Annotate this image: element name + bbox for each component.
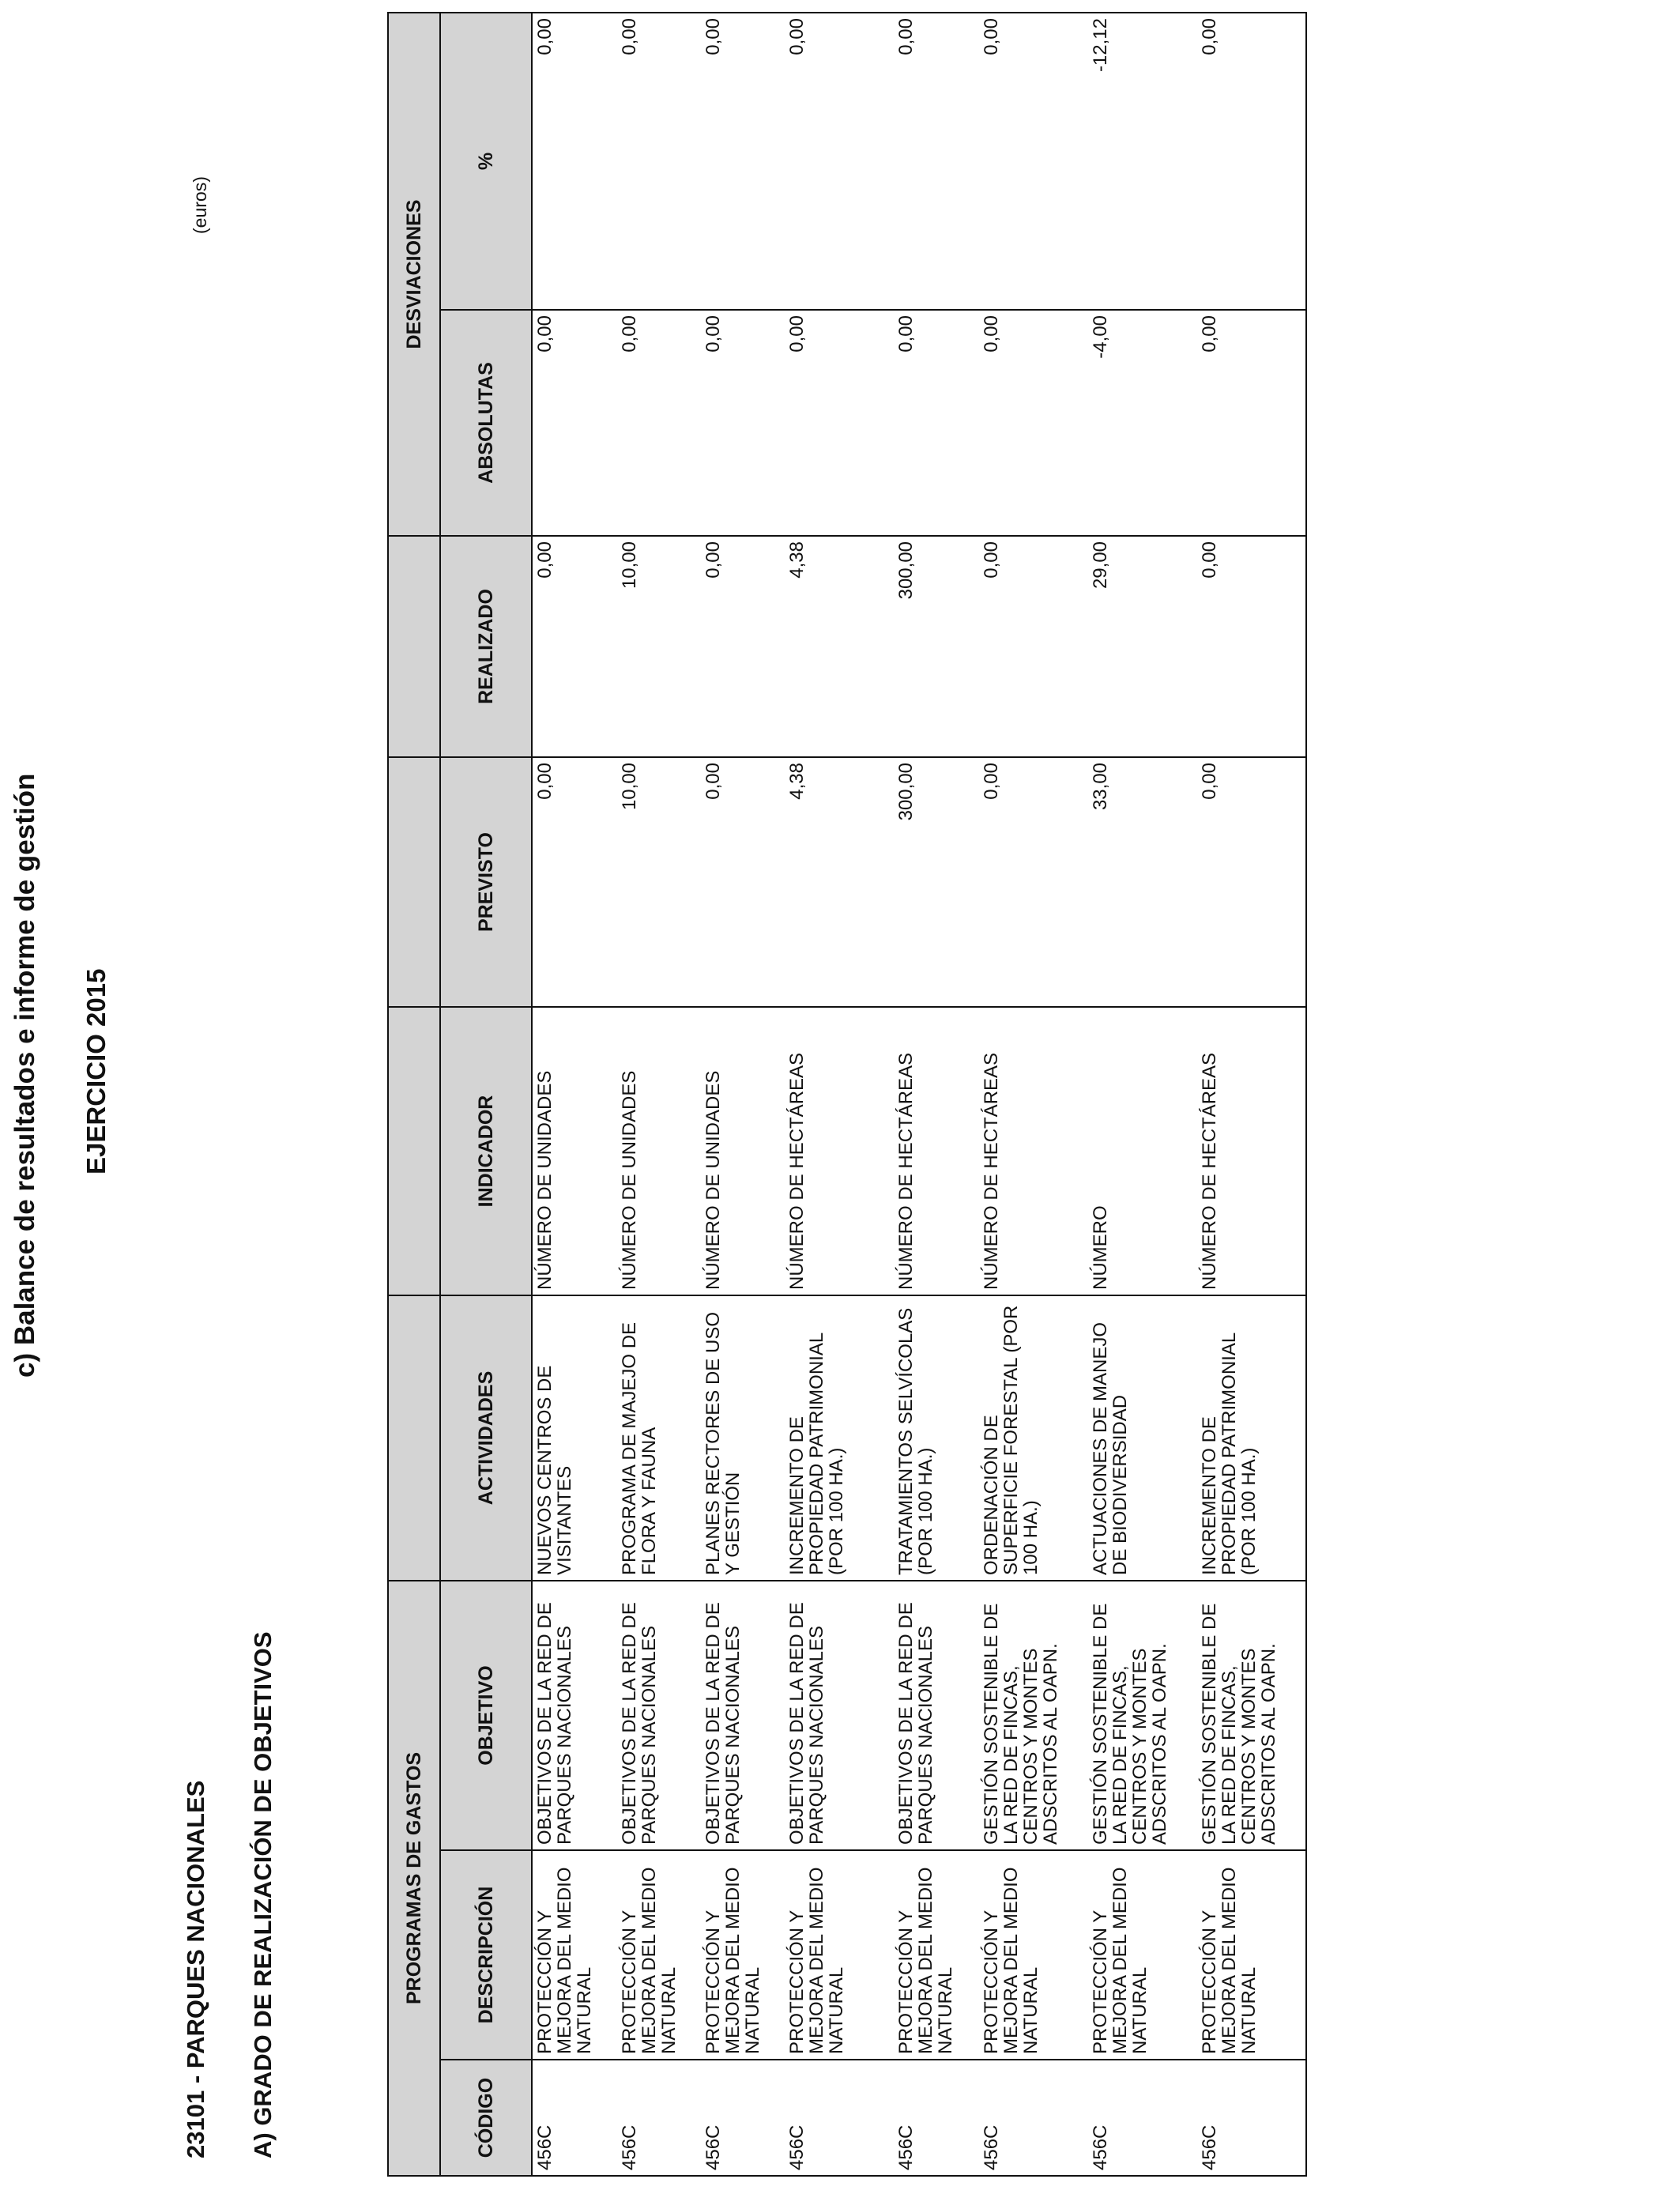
- cell-indicador: NÚMERO DE HECTÁREAS: [785, 1007, 894, 1295]
- cell-actividades: NUEVOS CENTROS DE VISITANTES: [532, 1295, 617, 1581]
- cell-objetivo: GESTIÓN SOSTENIBLE DE LA RED DE FINCAS, CENTROS Y MONTES ADSCRITOS AL OAPN.: [979, 1581, 1088, 1850]
- entity-title: 23101 - PARQUES NACIONALES: [182, 1780, 209, 2158]
- cell-realizado: 0,00: [1197, 536, 1306, 757]
- table-row: [1088, 13, 1197, 2176]
- cell-descripcion: PROTECCIÓN Y MEJORA DEL MEDIO NATURAL: [1197, 1850, 1306, 2060]
- col-header-indicador: INDICADOR: [440, 1007, 532, 1295]
- cell-absolutas: 0,00: [1197, 310, 1306, 536]
- col-header-absolutas: ABSOLUTAS: [440, 310, 532, 536]
- cell-indicador: NÚMERO DE HECTÁREAS: [1197, 1007, 1306, 1295]
- cell-objetivo: OBJETIVOS DE LA RED DE PARQUES NACIONALES: [894, 1581, 979, 1850]
- cell-realizado: 4,38: [785, 536, 894, 757]
- cell-pct: 0,00: [532, 13, 617, 310]
- cell-absolutas: 0,00: [785, 310, 894, 536]
- cell-indicador: NÚMERO DE UNIDADES: [617, 1007, 701, 1295]
- cell-realizado: 300,00: [894, 536, 979, 757]
- cell-objetivo: OBJETIVOS DE LA RED DE PARQUES NACIONALES: [617, 1581, 701, 1850]
- cell-indicador: NÚMERO DE HECTÁREAS: [979, 1007, 1088, 1295]
- cell-codigo: 456C: [617, 2060, 701, 2176]
- cell-codigo: 456C: [979, 2060, 1088, 2176]
- cell-previsto: 0,00: [979, 757, 1088, 1007]
- cell-absolutas: 0,00: [617, 310, 701, 536]
- cell-objetivo: OBJETIVOS DE LA RED DE PARQUES NACIONALES: [785, 1581, 894, 1850]
- cell-descripcion: PROTECCIÓN Y MEJORA DEL MEDIO NATURAL: [979, 1850, 1088, 2060]
- cell-previsto: 33,00: [1088, 757, 1197, 1007]
- table-row: [532, 13, 617, 2176]
- cell-absolutas: 0,00: [532, 310, 617, 536]
- cell-objetivo: GESTIÓN SOSTENIBLE DE LA RED DE FINCAS, CENTROS Y MONTES ADSCRITOS AL OAPN.: [1197, 1581, 1306, 1850]
- blank-header: [388, 536, 440, 757]
- cell-codigo: 456C: [1088, 2060, 1197, 2176]
- cell-realizado: 0,00: [979, 536, 1088, 757]
- cell-absolutas: 0,00: [979, 310, 1088, 536]
- cell-indicador: NÚMERO: [1088, 1007, 1197, 1295]
- cell-actividades: INCREMENTO DE PROPIEDAD PATRIMONIAL (POR 100 HA.): [785, 1295, 894, 1581]
- cell-absolutas: 0,00: [894, 310, 979, 536]
- cell-codigo: 456C: [701, 2060, 785, 2176]
- subsection-title: A) GRADO DE REALIZACIÓN DE OBJETIVOS: [249, 1631, 277, 2158]
- table-row: [785, 13, 894, 2176]
- cell-actividades: TRATAMIENTOS SELVÍCOLAS (POR 100 HA.): [894, 1295, 979, 1581]
- cell-previsto: 10,00: [617, 757, 701, 1007]
- cell-codigo: 456C: [532, 2060, 617, 2176]
- col-header-codigo: CÓDIGO: [440, 2060, 532, 2176]
- cell-actividades: PLANES RECTORES DE USO Y GESTIÓN: [701, 1295, 785, 1581]
- cell-objetivo: OBJETIVOS DE LA RED DE PARQUES NACIONALES: [701, 1581, 785, 1850]
- cell-pct: 0,00: [785, 13, 894, 310]
- table-row: [701, 13, 785, 2176]
- cell-objetivo: GESTIÓN SOSTENIBLE DE LA RED DE FINCAS, CENTROS Y MONTES ADSCRITOS AL OAPN.: [1088, 1581, 1197, 1850]
- cell-realizado: 0,00: [532, 536, 617, 757]
- cell-previsto: 0,00: [701, 757, 785, 1007]
- cell-absolutas: 0,00: [701, 310, 785, 536]
- cell-descripcion: PROTECCIÓN Y MEJORA DEL MEDIO NATURAL: [1088, 1850, 1197, 2060]
- table-row: [894, 13, 979, 2176]
- cell-pct: 0,00: [1197, 13, 1306, 310]
- section-title: c) Balance de resultados e informe de gestión: [9, 773, 40, 1378]
- cell-descripcion: PROTECCIÓN Y MEJORA DEL MEDIO NATURAL: [532, 1850, 617, 2060]
- cell-descripcion: PROTECCIÓN Y MEJORA DEL MEDIO NATURAL: [785, 1850, 894, 2060]
- cell-actividades: PROGRAMA DE MAJEJO DE FLORA Y FAUNA: [617, 1295, 701, 1581]
- col-header-previsto: PREVISTO: [440, 757, 532, 1007]
- cell-realizado: 10,00: [617, 536, 701, 757]
- blank-header: [388, 1007, 440, 1295]
- cell-codigo: 456C: [1197, 2060, 1306, 2176]
- col-header-pct: %: [440, 13, 532, 310]
- cell-descripcion: PROTECCIÓN Y MEJORA DEL MEDIO NATURAL: [617, 1850, 701, 2060]
- col-header-actividades: ACTIVIDADES: [440, 1295, 532, 1581]
- table-row: [617, 13, 701, 2176]
- cell-indicador: NÚMERO DE UNIDADES: [532, 1007, 617, 1295]
- blank-header: [388, 1295, 440, 1581]
- cell-pct: 0,00: [617, 13, 701, 310]
- cell-realizado: 0,00: [701, 536, 785, 757]
- cell-previsto: 4,38: [785, 757, 894, 1007]
- cell-pct: -12,12: [1088, 13, 1197, 310]
- group-header-desviaciones: DESVIACIONES: [388, 13, 440, 536]
- cell-codigo: 456C: [894, 2060, 979, 2176]
- table-row: [1197, 13, 1306, 2176]
- cell-previsto: 0,00: [1197, 757, 1306, 1007]
- cell-descripcion: PROTECCIÓN Y MEJORA DEL MEDIO NATURAL: [894, 1850, 979, 2060]
- cell-absolutas: -4,00: [1088, 310, 1197, 536]
- cell-actividades: ORDENACIÓN DE SUPERFICIE FORESTAL (POR 100 HA.): [979, 1295, 1088, 1581]
- cell-codigo: 456C: [785, 2060, 894, 2176]
- cell-pct: 0,00: [701, 13, 785, 310]
- objectives-table: [387, 12, 1307, 2177]
- col-header-objetivo: OBJETIVO: [440, 1581, 532, 1850]
- table-row: [979, 13, 1088, 2176]
- cell-previsto: 0,00: [532, 757, 617, 1007]
- cell-descripcion: PROTECCIÓN Y MEJORA DEL MEDIO NATURAL: [701, 1850, 785, 2060]
- cell-indicador: NÚMERO DE UNIDADES: [701, 1007, 785, 1295]
- cell-pct: 0,00: [894, 13, 979, 310]
- cell-pct: 0,00: [979, 13, 1088, 310]
- cell-actividades: INCREMENTO DE PROPIEDAD PATRIMONIAL (POR 100 HA.): [1197, 1295, 1306, 1581]
- col-header-realizado: REALIZADO: [440, 536, 532, 757]
- cell-previsto: 300,00: [894, 757, 979, 1007]
- cell-objetivo: OBJETIVOS DE LA RED DE PARQUES NACIONALES: [532, 1581, 617, 1850]
- cell-actividades: ACTUACIONES DE MANEJO DE BIODIVERSIDAD: [1088, 1295, 1197, 1581]
- cell-realizado: 29,00: [1088, 536, 1197, 757]
- group-header-programas: PROGRAMAS DE GASTOS: [388, 1581, 440, 2176]
- col-header-descripcion: DESCRIPCIÓN: [440, 1850, 532, 2060]
- year-title: EJERCICIO 2015: [81, 968, 111, 1174]
- blank-header: [388, 757, 440, 1007]
- unit-label: (euros): [190, 176, 210, 234]
- cell-indicador: NÚMERO DE HECTÁREAS: [894, 1007, 979, 1295]
